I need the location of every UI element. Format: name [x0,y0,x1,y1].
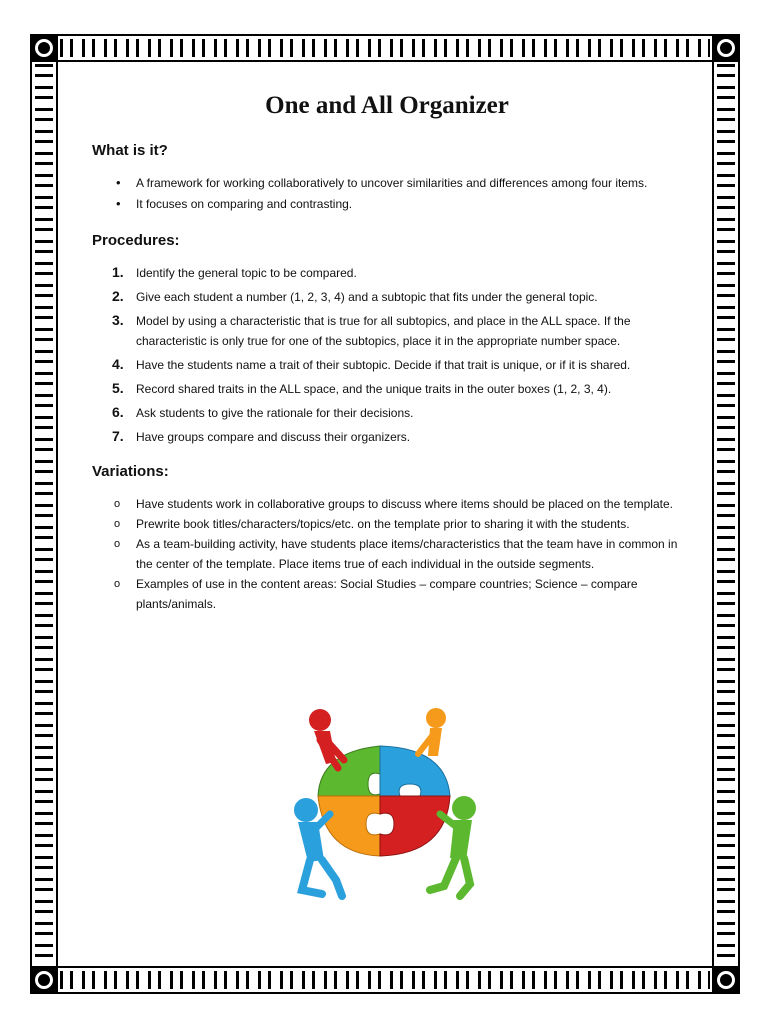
list-item [92,287,682,307]
procedures-list [92,263,682,447]
step-text: Have the students name a trait of their subtopic. Decide if that trait is unique, or if it is shared. [136,358,631,372]
variations-heading: Variations: [92,463,169,480]
border-right [712,34,740,994]
puzzle-team-icon [280,704,490,904]
step-number: 4. [112,356,124,372]
procedures-heading: Procedures: [92,232,180,249]
step-text: Identify the general topic to be compared. [136,266,357,280]
step-text: Record shared traits in the ALL space, and the unique traits in the outer boxes (1, 2, 3, 4). [136,382,612,396]
list-item: • A framework for working collaboratively to uncover similarities and differences among four items. [92,173,682,193]
page-title: One and All Organizer [265,92,509,119]
list-item: • It focuses on comparing and contrasting. [92,194,682,214]
list-item: o Prewrite book titles/characters/topics/etc. on the template prior to sharing it with the students. [92,514,682,534]
step-number: 7. [112,428,124,444]
step-number: 3. [112,312,124,328]
step-number: 6. [112,404,124,420]
figure-orange [418,708,446,756]
border-top [30,34,740,62]
figure-red [309,709,344,768]
step-text: Model by using a characteristic that is true for all subtopics, and place in the ALL space. If the characteristic is only true for one of the subtopics, place it in the appropriate number space. [136,314,631,348]
list-item: o As a team-building activity, have students place items/characteristics that the team have in common in the center of the template. Place items true of each individual in the outside segments. [92,534,682,574]
list-item [92,355,682,375]
variations-list [92,494,682,614]
what-is-it-list [92,173,682,214]
border-corner [712,966,740,994]
list-item [92,379,682,399]
border-corner [30,34,58,62]
list-item [92,263,682,283]
list-item [92,311,682,351]
step-text: Ask students to give the rationale for their decisions. [136,406,414,420]
step-text: Have groups compare and discuss their organizers. [136,430,411,444]
what-is-it-heading: What is it? [92,142,168,159]
step-number: 5. [112,380,124,396]
list-item: o Have students work in collaborative groups to discuss where items should be placed on the template. [92,494,682,514]
document-body [92,92,682,614]
border-bottom [30,966,740,994]
border-corner [30,966,58,994]
step-number: 1. [112,264,124,280]
list-item: o Examples of use in the content areas: Social Studies – compare countries; Science – compare plants/animals. [92,574,682,614]
border-corner [712,34,740,62]
step-number: 2. [112,288,124,304]
border-left [30,34,58,994]
list-item [92,403,682,423]
step-text: Give each student a number (1, 2, 3, 4) and a subtopic that fits under the general topic. [136,290,598,304]
list-item [92,427,682,447]
